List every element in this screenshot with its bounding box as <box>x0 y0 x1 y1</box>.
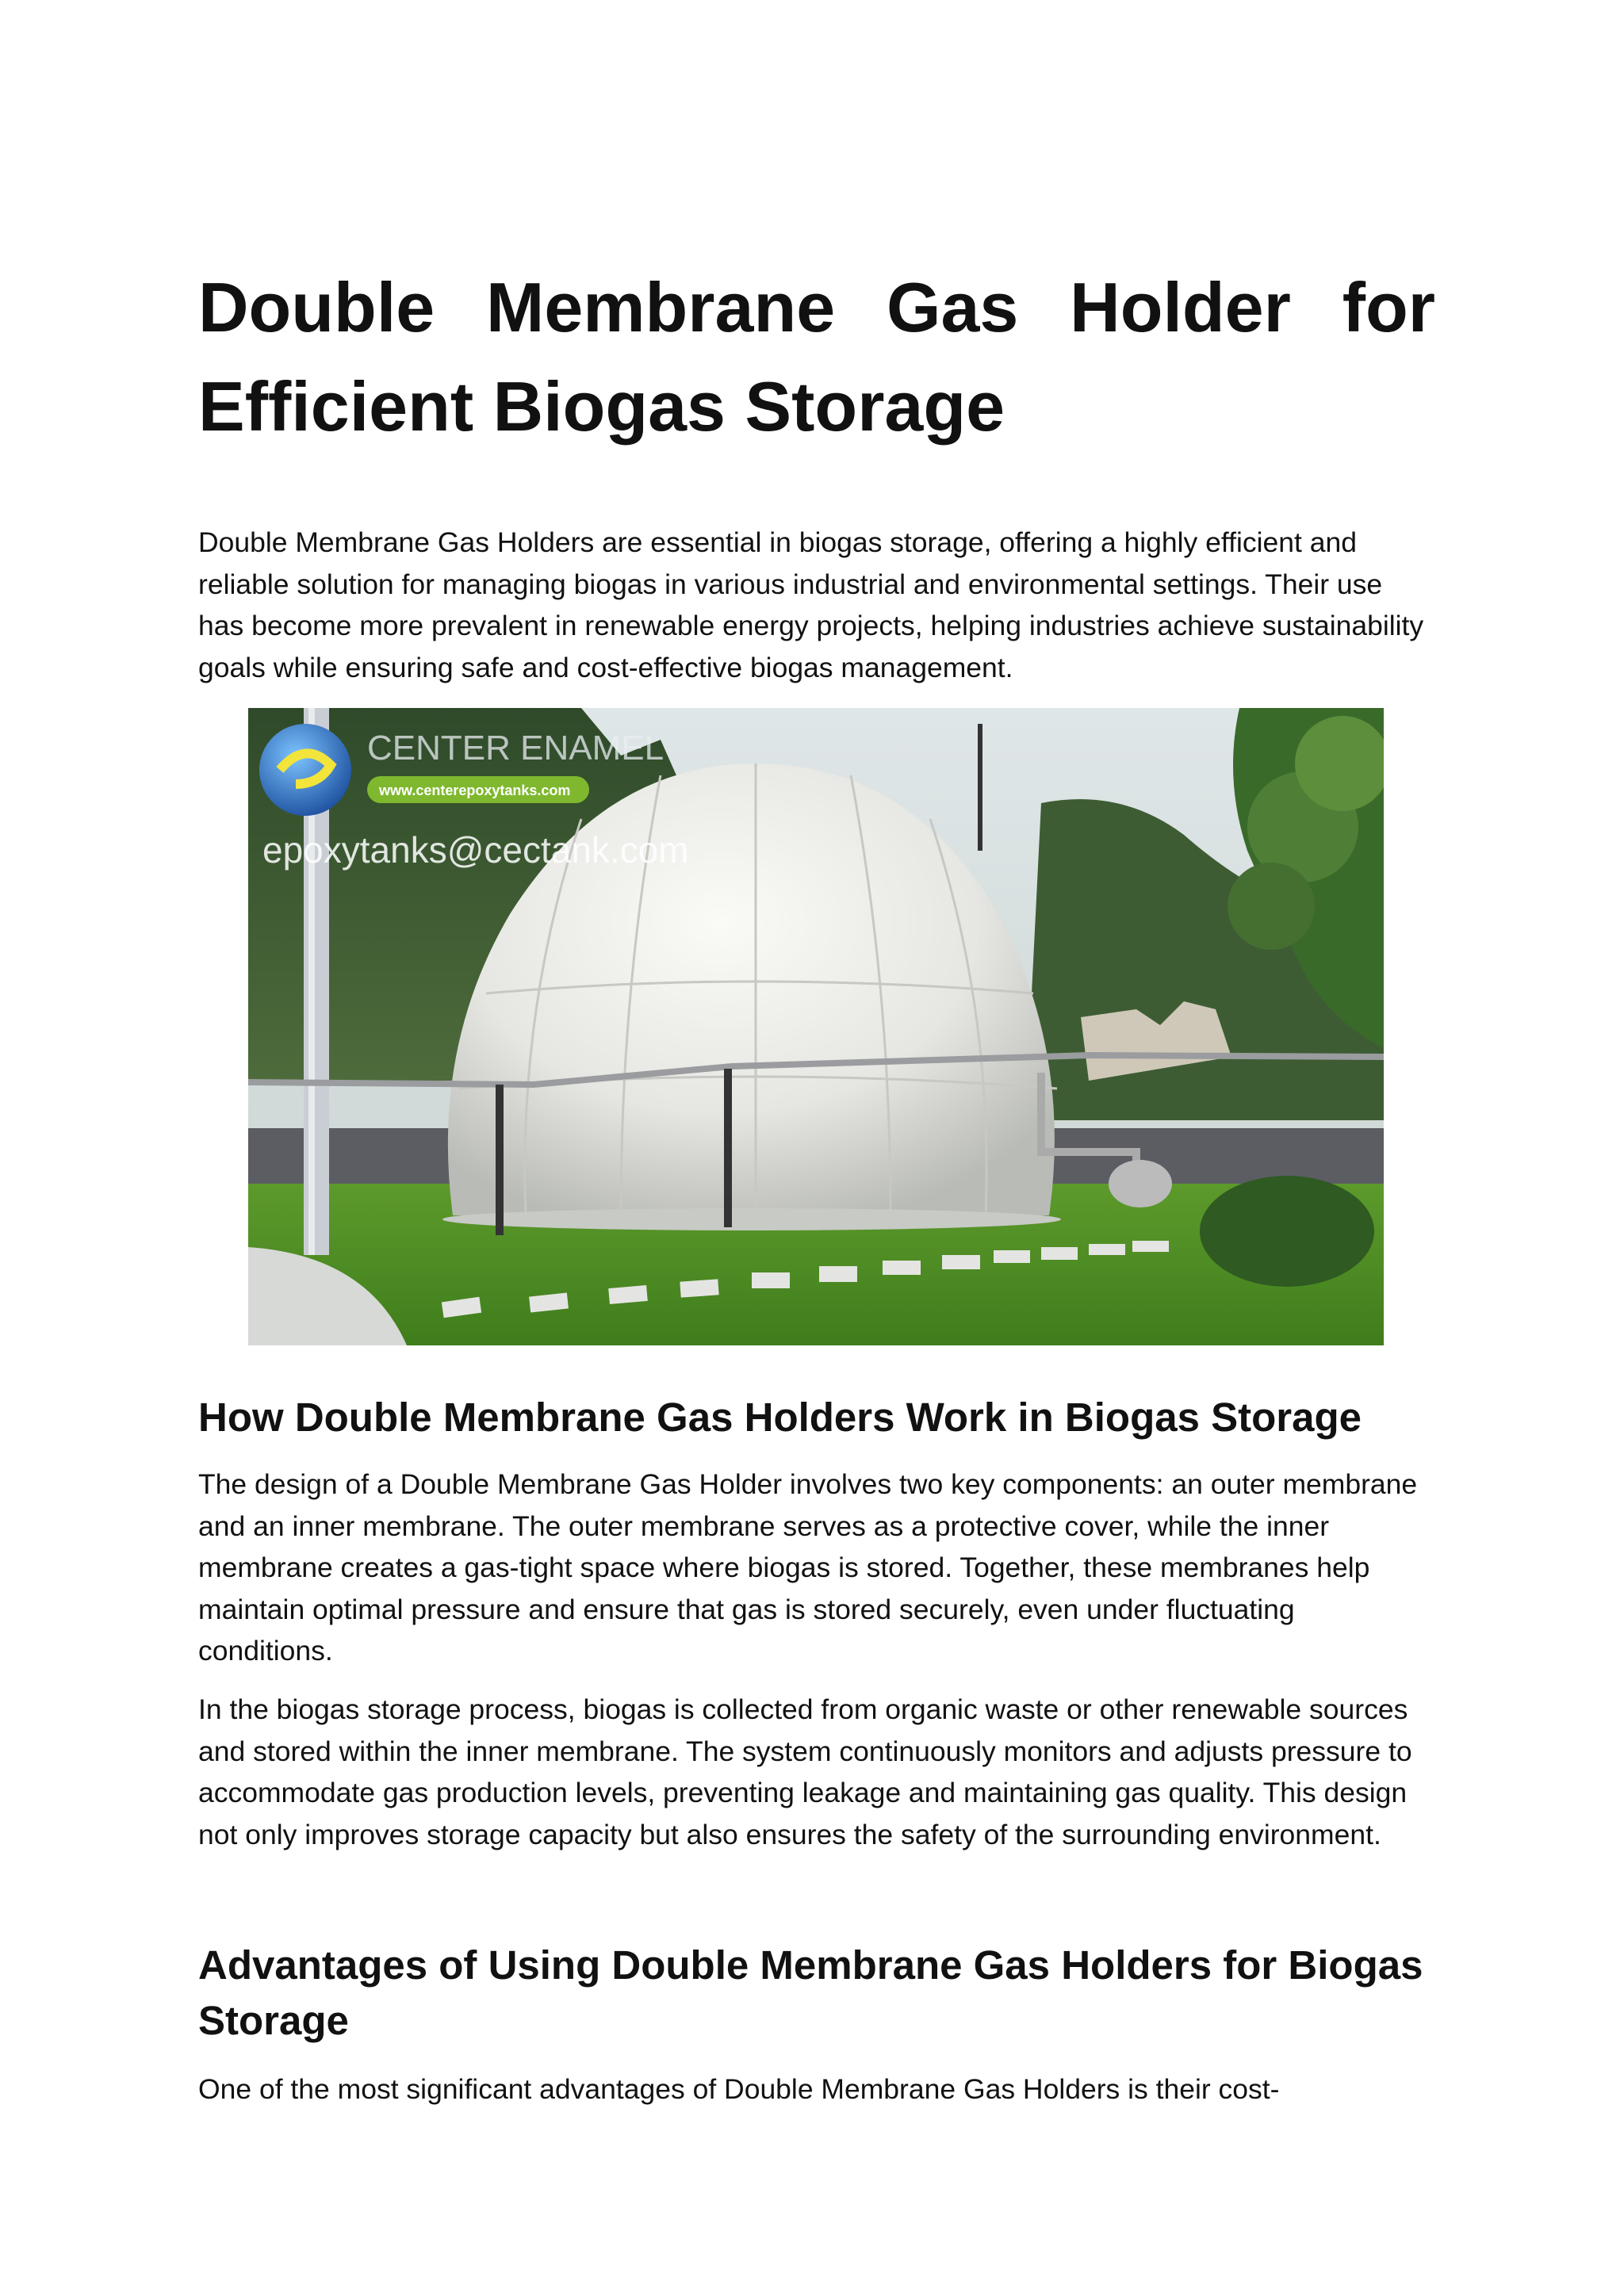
page-title-line-1: Double Membrane Gas Holder for <box>198 268 1435 346</box>
section-1-paragraph-1: The design of a Double Membrane Gas Holder involves two key components: an outer membrane and an inner membrane. The outer membrane serves as a protective cover, while the inner membrane creates a gas-tight space where biogas is stored. Together, these membranes help maintain optimal pressure and ensure that gas is stored securely, even under fluctuating conditions. <box>198 1468 1418 1667</box>
watermark-email: epoxytanks@cectank.com <box>262 829 689 871</box>
logo-brand-text: CENTER ENAMEL <box>367 729 665 767</box>
section-heading-advantages: Advantages of Using Double Membrane Gas Holders for Biogas Storage <box>198 1942 1423 2043</box>
section-1-paragraph-2: In the biogas storage process, biogas is collected from organic waste or other renewable sources and stored within the inner membrane. The system continuously monitors and adjusts pressure to accommodate gas production levels, preventing leakage and maintaining gas quality. This design not only improves storage capacity but also ensures the safety of the surrounding environment. <box>198 1693 1412 1850</box>
logo-website-text: www.centerepoxytanks.com <box>379 783 571 798</box>
intro-paragraph: Double Membrane Gas Holders are essential in biogas storage, offering a highly efficient and reliable solution for managing biogas in various industrial and environmental settings. Their use has become more prevalent in renewable energy projects, helping industries achieve sustainability goals while ensuring safe and cost-effective biogas management. <box>198 526 1424 683</box>
gas-holder-illustration <box>248 708 1384 1345</box>
page-title <box>198 258 1435 456</box>
gas-holder-photo <box>248 708 1384 1345</box>
page-title-line-2: Efficient Biogas Storage <box>198 367 1005 446</box>
section-2-paragraph-1: One of the most significant advantages of Double Membrane Gas Holders is their cost- <box>198 2073 1280 2105</box>
section-heading-how-it-works: How Double Membrane Gas Holders Work in Biogas Storage <box>198 1395 1362 1440</box>
